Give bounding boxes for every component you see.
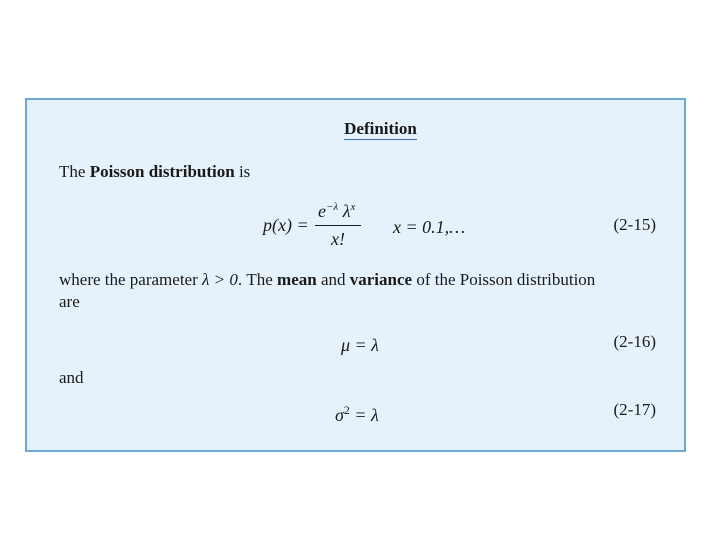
poisson-distribution-term: Poisson distribution [89, 162, 235, 181]
mean-term: mean [277, 270, 317, 289]
parameter-text: where the parameter λ > 0. The mean and variance of the Poisson distribution are [59, 270, 596, 311]
and-text: and [59, 368, 84, 387]
equation-2-16: μ = λ [341, 335, 379, 355]
definition-box [25, 98, 686, 452]
equation-number-2-17: (2-17) [613, 400, 656, 419]
equation-denominator: x! [331, 229, 345, 249]
intro-text: The Poisson distribution is [59, 162, 251, 181]
definition-title: Definition [344, 119, 417, 138]
variance-term: variance [349, 270, 413, 289]
equation-lhs: p(x) = [263, 215, 309, 235]
equation-2-17: $\sigma^2 = \lambda$ [335, 403, 379, 425]
equation-numerator: $e^{-\lambda}$ $\lambda^x$ [318, 201, 356, 221]
equation-number-2-16: (2-16) [613, 332, 656, 351]
fraction-bar [315, 225, 361, 226]
equation-number-2-15: (2-15) [613, 215, 656, 234]
equation-condition: x = 0.1,… [393, 217, 466, 237]
